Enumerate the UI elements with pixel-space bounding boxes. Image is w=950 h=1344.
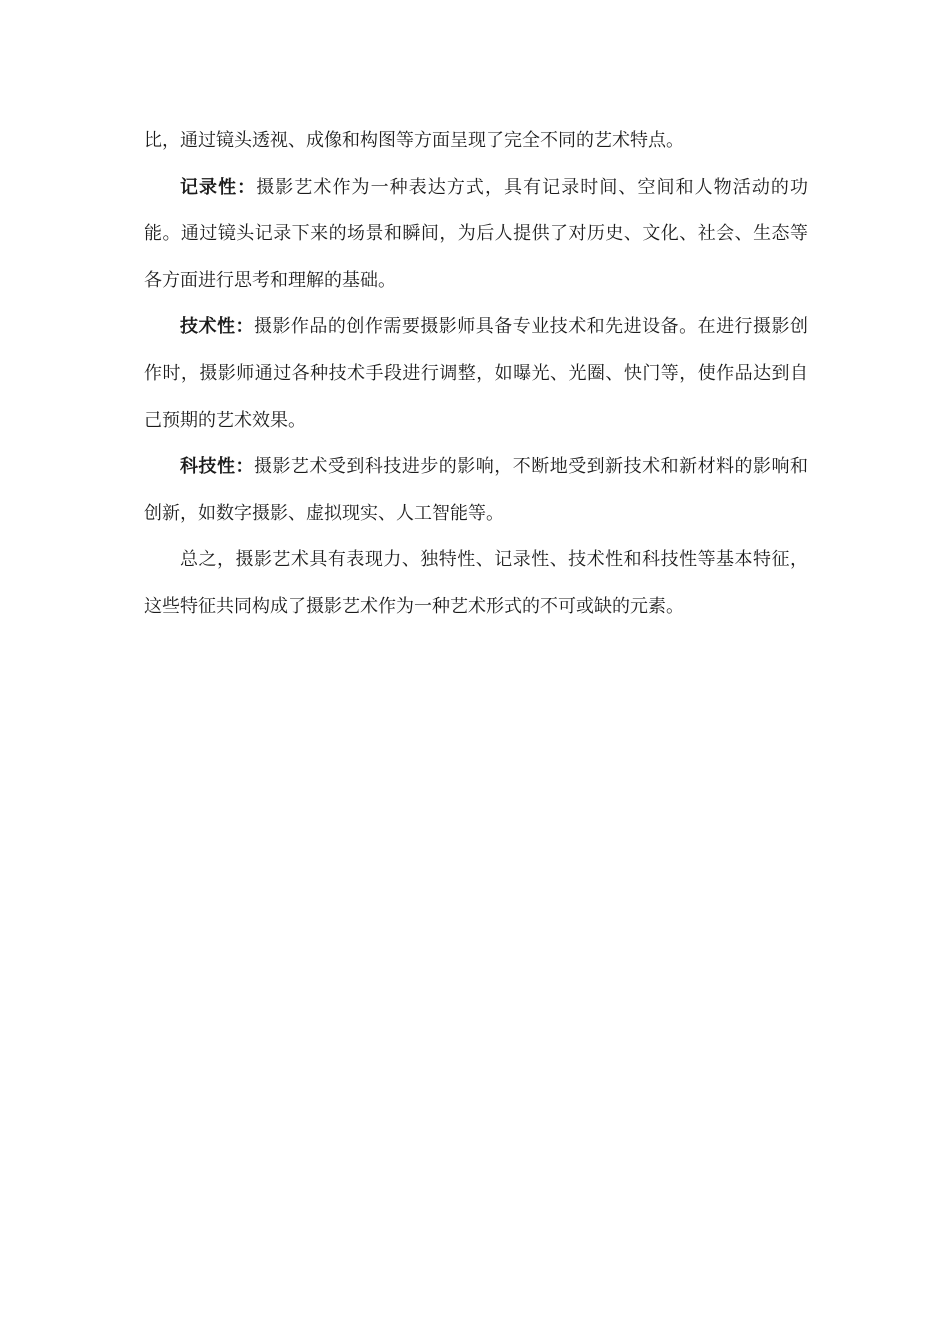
term-technology: 科技性： bbox=[180, 456, 254, 478]
paragraph-record bbox=[144, 165, 808, 305]
paragraph-text: 比，通过镜头透视、成像和构图等方面呈现了完全不同的艺术特点。 bbox=[144, 130, 684, 151]
paragraph-technical bbox=[144, 304, 808, 444]
body-text bbox=[144, 118, 808, 631]
paragraph-text: 摄影艺术作为一种表达方式，具有记录时间、空间和人物活动的功能。通过镜头记录下来的场景和瞬间，为后人提供了对历史、文化、社会、生态等各方面进行思考和理解的基础。 bbox=[144, 176, 808, 291]
term-technical: 技术性： bbox=[180, 316, 254, 338]
paragraph-summary bbox=[144, 537, 808, 630]
paragraph-continuation bbox=[144, 118, 808, 165]
paragraph-text: 总之，摄影艺术具有表现力、独特性、记录性、技术性和科技性等基本特征，这些特征共同构成了摄影艺术作为一种艺术形式的不可或缺的元素。 bbox=[144, 549, 808, 617]
paragraph-text: 摄影艺术受到科技进步的影响，不断地受到新技术和新材料的影响和创新，如数字摄影、虚拟现实、人工智能等。 bbox=[144, 456, 809, 524]
paragraph-text: 摄影作品的创作需要摄影师具备专业技术和先进设备。在进行摄影创作时，摄影师通过各种技术手段进行调整，如曝光、光圈、快门等，使作品达到自己预期的艺术效果。 bbox=[144, 316, 809, 431]
term-record: 记录性： bbox=[180, 176, 257, 198]
paragraph-technology bbox=[144, 444, 808, 537]
